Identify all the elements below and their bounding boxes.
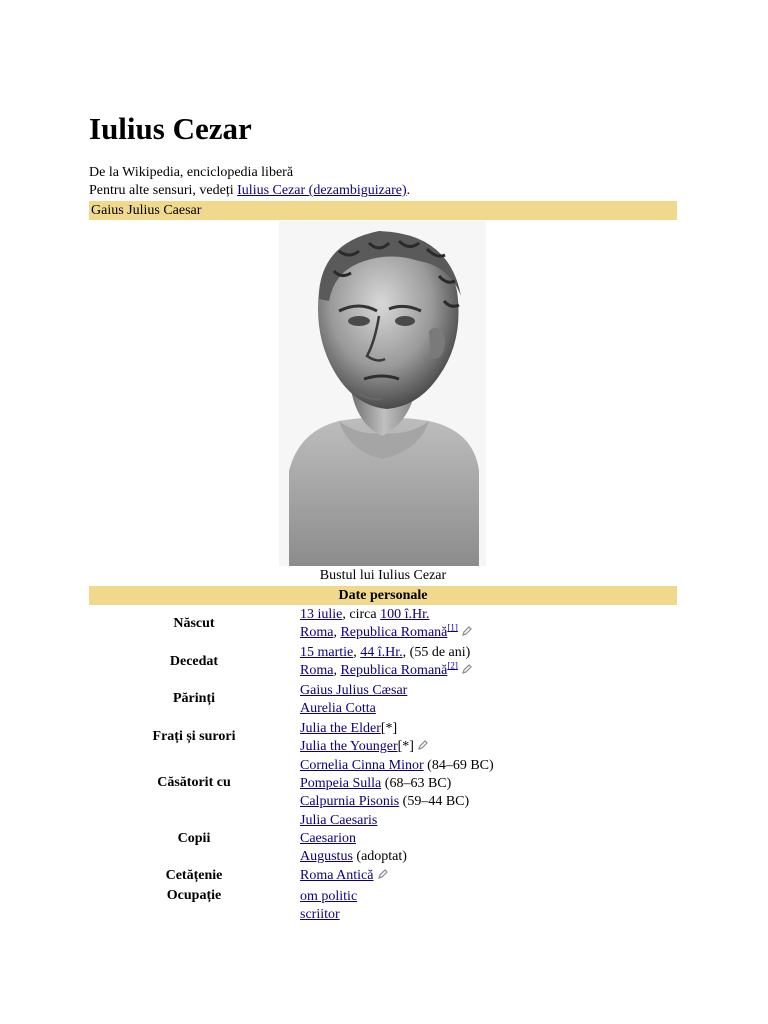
spouse-years: (68–63 BC) — [381, 776, 452, 791]
row-label: Decedat — [169, 654, 219, 669]
died-date-link[interactable]: 15 martie — [300, 645, 354, 660]
sibling-link[interactable]: Julia the Younger — [300, 739, 398, 754]
disambiguation-link[interactable]: Iulius Cezar (dezambiguizare) — [237, 183, 407, 198]
hatnote-suffix: . — [406, 183, 411, 198]
row-values — [300, 720, 677, 756]
page-title: Iulius Cezar — [89, 111, 252, 146]
born-reference[interactable]: [1] — [447, 622, 458, 633]
mother-link[interactable]: Aurelia Cotta — [300, 701, 376, 716]
row-values — [300, 757, 677, 811]
row-values — [300, 682, 677, 718]
citizenship-link[interactable]: Roma Antică — [300, 868, 374, 883]
sibling-note: [*] — [397, 739, 414, 754]
spouse-link[interactable]: Calpurnia Pisonis — [300, 794, 400, 809]
died-date-separator: , — [353, 645, 361, 660]
pencil-icon[interactable] — [461, 664, 472, 675]
father-link[interactable]: Gaius Julius Cæsar — [300, 683, 408, 698]
row-label: Ocupație — [166, 888, 222, 903]
row-values — [300, 888, 677, 924]
image-caption: Bustul lui Iulius Cezar — [319, 568, 447, 583]
born-date-link[interactable]: 13 iulie — [300, 607, 343, 622]
spouse-years: (59–44 BC) — [399, 794, 470, 809]
pencil-icon[interactable] — [377, 869, 388, 880]
row-label: Cetățenie — [165, 868, 223, 883]
row-values — [300, 606, 677, 642]
sibling-note: [*] — [380, 721, 398, 736]
row-label: Frați și surori — [152, 729, 236, 744]
sibling-link[interactable]: Julia the Elder — [300, 721, 381, 736]
child-link[interactable]: Julia Caesaris — [300, 813, 378, 828]
died-country-link[interactable]: Republica Romană — [340, 663, 448, 678]
row-values — [300, 644, 677, 680]
born-year-link[interactable]: 100 î.Hr. — [380, 607, 430, 622]
died-age-text: , (55 de ani) — [402, 645, 471, 660]
child-note: (adoptat) — [352, 849, 407, 864]
caesar-bust-image[interactable] — [279, 221, 486, 566]
occupation-link[interactable]: om politic — [300, 889, 358, 904]
hatnote-prefix: Pentru alte sensuri, vedeți — [89, 183, 238, 198]
pencil-icon[interactable] — [461, 626, 472, 637]
section-header-personal: Date personale — [89, 586, 677, 605]
died-reference[interactable]: [2] — [447, 660, 458, 671]
child-link[interactable]: Caesarion — [300, 831, 356, 846]
row-label: Născut — [173, 616, 215, 631]
spouse-link[interactable]: Cornelia Cinna Minor — [300, 758, 424, 773]
born-country-link[interactable]: Republica Romană — [340, 625, 448, 640]
row-label: Căsătorit cu — [157, 775, 231, 790]
born-date-text: , circa — [342, 607, 381, 622]
infobox-name-bar — [89, 201, 677, 220]
spouse-years: (84–69 BC) — [423, 758, 494, 773]
died-year-link[interactable]: 44 î.Hr. — [360, 645, 403, 660]
child-link[interactable]: Augustus — [300, 849, 353, 864]
row-label: Copii — [177, 831, 211, 846]
spouse-link[interactable]: Pompeia Sulla — [300, 776, 382, 791]
born-place-separator: , — [333, 625, 341, 640]
row-label: Părinți — [173, 691, 215, 706]
infobox-name: Gaius Julius Caesar — [91, 203, 202, 218]
died-place-link[interactable]: Roma — [300, 663, 334, 678]
row-values — [300, 812, 677, 866]
died-place-separator: , — [333, 663, 341, 678]
born-place-link[interactable]: Roma — [300, 625, 334, 640]
hatnote — [89, 182, 410, 200]
occupation-link[interactable]: scriitor — [300, 907, 340, 922]
pencil-icon[interactable] — [417, 740, 428, 751]
row-values — [300, 867, 677, 885]
site-subtitle: De la Wikipedia, enciclopedia liberă — [89, 165, 294, 180]
